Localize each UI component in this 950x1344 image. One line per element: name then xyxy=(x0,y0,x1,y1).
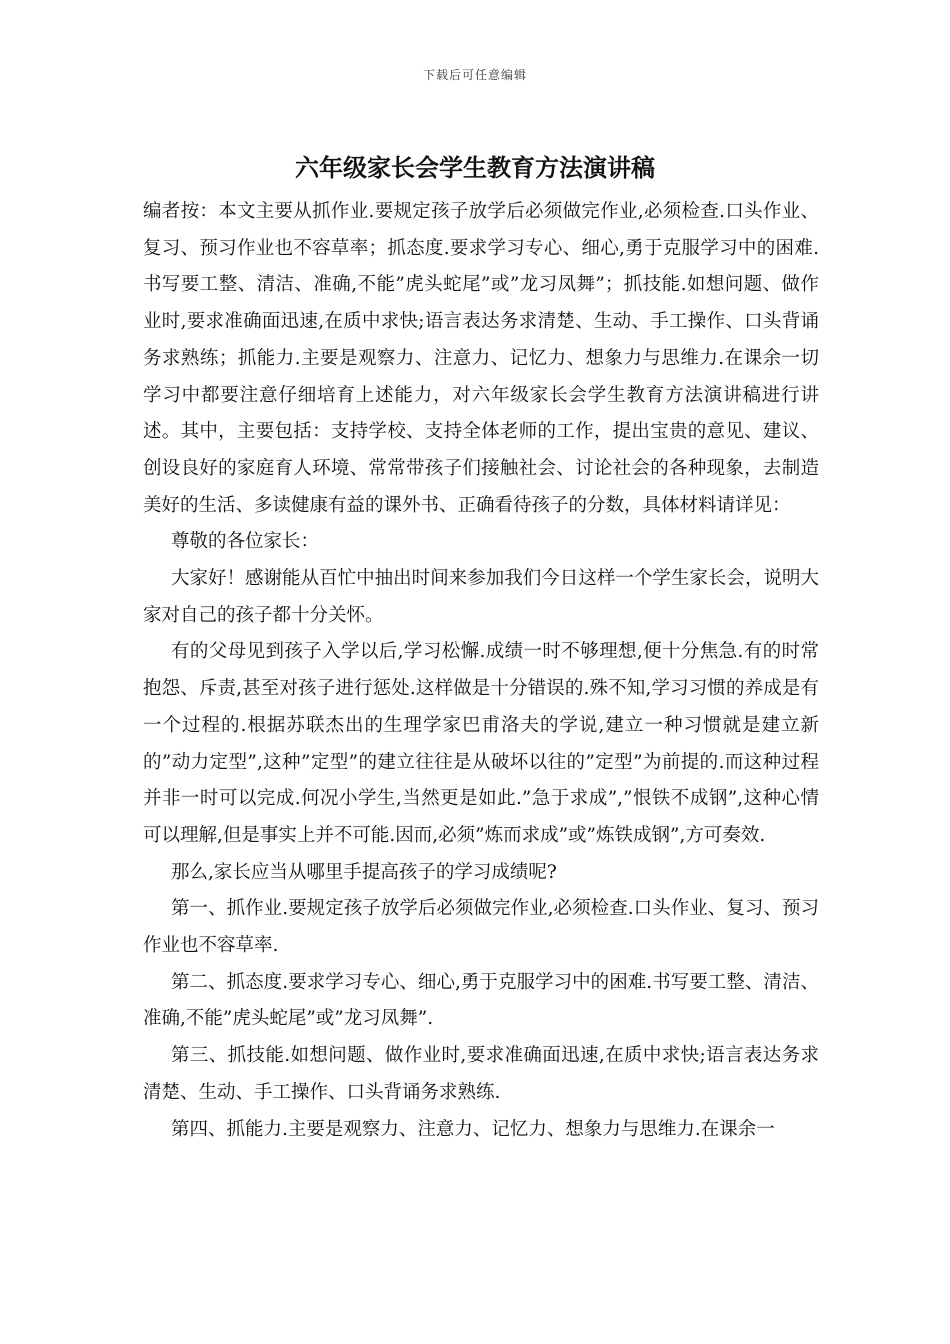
point-one-paragraph: 第一、抓作业.要规定孩子放学后必须做完作业,必须检查.口头作业、复习、预习作业也不容草率. xyxy=(143,898,819,957)
point-two-paragraph: 第二、抓态度.要求学习专心、细心,勇于克服学习中的困难.书写要工整、清洁、准确,不能”虎头蛇尾”或”龙习凤舞”. xyxy=(143,971,819,1030)
point-four-paragraph: 第四、抓能力.主要是观察力、注意力、记忆力、想象力与思维力.在课余一 xyxy=(171,1118,775,1140)
point-three-paragraph: 第三、抓技能.如想问题、做作业时,要求准确面迅速,在质中求快;语言表达务求清楚、生动、手工操作、口头背诵务求熟练. xyxy=(143,1045,819,1103)
question-paragraph: 那么,家长应当从哪里手提高孩子的学习成绩呢? xyxy=(171,861,557,883)
editor-note-paragraph: 编者按：本文主要从抓作业.要规定孩子放学后必须做完作业,必须检查.口头作业、复习、预习作业也不容草率；抓态度.要求学习专心、细心,勇于克服学习中的困难.书写要工整、清洁、准确,不能”虎头蛇尾”或”龙习凤舞”；抓技能.如想问题、做作业时,要求准确面迅速,在质中求快;语言表达务求清楚、生动、手工操作、口头背诵务求熟练；抓能力.主要是观察力、注意力、记忆力、想象力与思维力.在课余一切学习中都要注意仔细培育上述能力，对六年级家长会学生教育方法演讲稿进行讲述。其中，主要包括：支持学校、支持全体老师的工作，提出宝贵的意见、建议、创设良好的家庭育人环境、常常带孩子们接触社会、讨论社会的各种现象，去制造美好的生活、多读健康有益的课外书、正确看待孩子的分数，具体材料请详见： xyxy=(143,201,819,516)
document-body xyxy=(143,194,819,1148)
page-header: 下载后可任意编辑 xyxy=(422,68,527,82)
greeting-paragraph: 大家好！感谢能从百忙中抽出时间来参加我们今日这样一个学生家长会，说明大家对自己的孩子都十分关怀。 xyxy=(143,568,819,626)
document-title: 六年级家长会学生教育方法演讲稿 xyxy=(295,153,655,182)
body-paragraph: 有的父母见到孩子入学以后,学习松懈.成绩一时不够理想,便十分焦急.有的时常抱怨、斥责,甚至对孩子进行惩处.这样做是十分错误的.殊不知,学习习惯的养成是有一个过程的.根据苏联杰出的生理学家巴甫洛夫的学说,建立一种习惯就是建立新的”动力定型”,这种”定型”的建立往往是从破坏以往的”定型”为前提的.而这种过程并非一时可以完成.何况小学生,当然更是如此.”急于求成”,”恨铁不成钢”,这种心情可以理解,但是事实上并不可能.因而,必须”炼而求成”或”炼铁成钢”,方可奏效. xyxy=(143,641,819,846)
salutation-paragraph: 尊敬的各位家长： xyxy=(171,531,320,553)
